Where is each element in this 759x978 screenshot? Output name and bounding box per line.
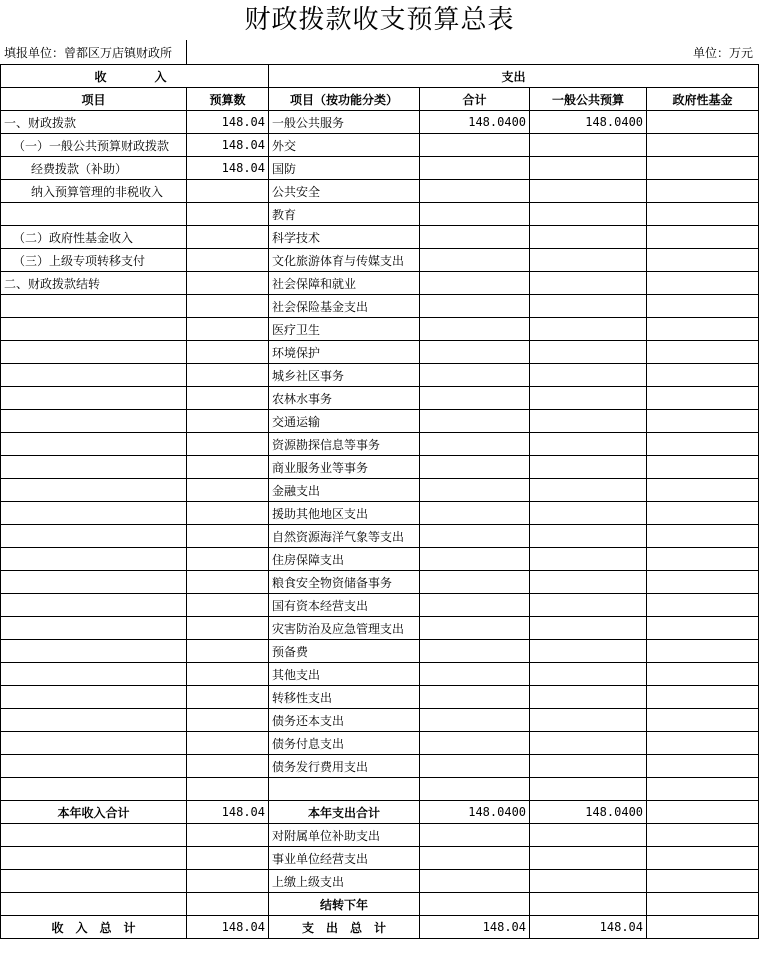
expense-total (420, 387, 530, 410)
income-value (187, 295, 269, 318)
table-row (1, 157, 759, 180)
year-income-total-value: 148.04 (187, 801, 269, 824)
table-row (1, 686, 759, 709)
table-row (1, 249, 759, 272)
expense-general (530, 203, 647, 226)
grand-expense-label: 支 出 总 计 (269, 916, 420, 939)
table-row (1, 640, 759, 663)
expense-item: 自然资源海洋气象等支出 (269, 525, 420, 548)
income-item (1, 571, 187, 594)
expense-fund (647, 410, 759, 433)
income-item (1, 893, 187, 916)
col-total: 合计 (420, 88, 530, 111)
expense-fund (647, 525, 759, 548)
expense-general (530, 778, 647, 801)
income-item: （一）一般公共预算财政拨款 (1, 134, 187, 157)
expense-item: 住房保障支出 (269, 548, 420, 571)
income-value (187, 502, 269, 525)
expense-fund (647, 778, 759, 801)
income-value (187, 617, 269, 640)
income-item: 经费拨款（补助） (1, 157, 187, 180)
table-row (1, 847, 759, 870)
table-row (1, 134, 759, 157)
expense-item: 农林水事务 (269, 387, 420, 410)
expense-total (420, 272, 530, 295)
expense-total (420, 525, 530, 548)
expense-general (530, 134, 647, 157)
income-value (187, 180, 269, 203)
expense-item: 金融支出 (269, 479, 420, 502)
table-row (1, 870, 759, 893)
income-value (187, 272, 269, 295)
table-row (1, 571, 759, 594)
expense-general (530, 640, 647, 663)
income-value (187, 663, 269, 686)
expense-total (420, 410, 530, 433)
year-total-row (1, 801, 759, 824)
expense-total (420, 594, 530, 617)
table-row (1, 778, 759, 801)
expense-general (530, 663, 647, 686)
expense-item: 资源勘探信息等事务 (269, 433, 420, 456)
income-item (1, 364, 187, 387)
expense-total (420, 893, 530, 916)
income-item (1, 433, 187, 456)
expense-general (530, 226, 647, 249)
expense-fund (647, 893, 759, 916)
expense-item: 商业服务业等事务 (269, 456, 420, 479)
income-value: 148.04 (187, 111, 269, 134)
year-expense-total-label: 本年支出合计 (269, 801, 420, 824)
expense-general (530, 686, 647, 709)
expense-total (420, 249, 530, 272)
income-value (187, 410, 269, 433)
grand-expense-fund (647, 916, 759, 939)
expense-general (530, 364, 647, 387)
income-item (1, 640, 187, 663)
income-value (187, 203, 269, 226)
budget-table (0, 64, 759, 939)
grand-income-label: 收 入 总 计 (1, 916, 187, 939)
expense-general (530, 755, 647, 778)
expense-total (420, 686, 530, 709)
expense-item: 债务付息支出 (269, 732, 420, 755)
expense-total (420, 847, 530, 870)
income-item (1, 778, 187, 801)
expense-fund (647, 502, 759, 525)
expense-item: 预备费 (269, 640, 420, 663)
income-item (1, 824, 187, 847)
expense-total (420, 548, 530, 571)
expense-total (420, 778, 530, 801)
expense-fund (647, 341, 759, 364)
expense-item: 国有资本经营支出 (269, 594, 420, 617)
income-value (187, 525, 269, 548)
expense-fund (647, 571, 759, 594)
expense-item: 社会保险基金支出 (269, 295, 420, 318)
income-item (1, 548, 187, 571)
expense-item: 外交 (269, 134, 420, 157)
expense-general (530, 295, 647, 318)
table-row (1, 755, 759, 778)
income-item (1, 456, 187, 479)
expense-total (420, 433, 530, 456)
income-value (187, 364, 269, 387)
expense-total: 148.0400 (420, 111, 530, 134)
expense-total (420, 824, 530, 847)
income-value (187, 226, 269, 249)
income-value (187, 548, 269, 571)
expense-fund (647, 709, 759, 732)
income-item (1, 525, 187, 548)
income-value (187, 341, 269, 364)
income-item (1, 755, 187, 778)
expense-general (530, 594, 647, 617)
table-row (1, 364, 759, 387)
income-value (187, 893, 269, 916)
income-value (187, 870, 269, 893)
income-value (187, 824, 269, 847)
expense-total (420, 318, 530, 341)
table-row (1, 318, 759, 341)
expense-fund (647, 272, 759, 295)
expense-fund (647, 134, 759, 157)
table-row (1, 111, 759, 134)
expense-header: 支出 (269, 65, 759, 88)
expense-fund (647, 111, 759, 134)
expense-item: 其他支出 (269, 663, 420, 686)
expense-general (530, 456, 647, 479)
table-row (1, 456, 759, 479)
expense-total (420, 640, 530, 663)
expense-fund (647, 295, 759, 318)
grand-expense-total: 148.04 (420, 916, 530, 939)
expense-item: 医疗卫生 (269, 318, 420, 341)
expense-item (269, 778, 420, 801)
budget-table-body (1, 65, 759, 939)
carry-label: 结转下年 (269, 893, 420, 916)
col-fund: 政府性基金 (647, 88, 759, 111)
expense-item: 国防 (269, 157, 420, 180)
income-value (187, 755, 269, 778)
table-row (1, 663, 759, 686)
expense-item: 对附属单位补助支出 (269, 824, 420, 847)
carry-row (1, 893, 759, 916)
income-item (1, 870, 187, 893)
table-row (1, 709, 759, 732)
income-item (1, 847, 187, 870)
year-expense-fund (647, 801, 759, 824)
expense-total (420, 755, 530, 778)
expense-fund (647, 226, 759, 249)
expense-total (420, 617, 530, 640)
table-row (1, 410, 759, 433)
table-row (1, 341, 759, 364)
expense-fund (647, 870, 759, 893)
expense-general (530, 341, 647, 364)
expense-fund (647, 640, 759, 663)
expense-fund (647, 180, 759, 203)
expense-fund (647, 364, 759, 387)
expense-general (530, 180, 647, 203)
expense-item: 社会保障和就业 (269, 272, 420, 295)
table-row (1, 824, 759, 847)
income-item (1, 203, 187, 226)
table-row (1, 226, 759, 249)
expense-total (420, 180, 530, 203)
income-item (1, 686, 187, 709)
table-row (1, 594, 759, 617)
section-header-row (1, 65, 759, 88)
col-item: 项目 (1, 88, 187, 111)
expense-total (420, 870, 530, 893)
income-value (187, 571, 269, 594)
col-budget: 预算数 (187, 88, 269, 111)
income-item (1, 502, 187, 525)
income-item: 纳入预算管理的非税收入 (1, 180, 187, 203)
table-row (1, 732, 759, 755)
expense-general (530, 433, 647, 456)
expense-fund (647, 847, 759, 870)
expense-total (420, 134, 530, 157)
income-value (187, 686, 269, 709)
col-general: 一般公共预算 (530, 88, 647, 111)
income-value (187, 778, 269, 801)
expense-total (420, 663, 530, 686)
expense-item: 一般公共服务 (269, 111, 420, 134)
income-item: 二、财政拨款结转 (1, 272, 187, 295)
year-expense-general: 148.0400 (530, 801, 647, 824)
expense-fund (647, 548, 759, 571)
expense-general (530, 387, 647, 410)
income-item (1, 732, 187, 755)
table-row (1, 433, 759, 456)
column-header-row (1, 88, 759, 111)
expense-fund (647, 663, 759, 686)
income-item (1, 295, 187, 318)
expense-fund (647, 617, 759, 640)
income-value (187, 456, 269, 479)
expense-total (420, 709, 530, 732)
income-item: 一、财政拨款 (1, 111, 187, 134)
expense-fund (647, 732, 759, 755)
income-value (187, 318, 269, 341)
table-row (1, 387, 759, 410)
expense-fund (647, 157, 759, 180)
income-item (1, 479, 187, 502)
grand-expense-general: 148.04 (530, 916, 647, 939)
page-title: 财政拨款收支预算总表 (244, 5, 515, 35)
expense-total (420, 364, 530, 387)
expense-item: 粮食安全物资储备事务 (269, 571, 420, 594)
meta-bar (0, 40, 759, 64)
table-row (1, 548, 759, 571)
expense-item: 科学技术 (269, 226, 420, 249)
expense-fund (647, 203, 759, 226)
expense-item: 文化旅游体育与传媒支出 (269, 249, 420, 272)
expense-total (420, 571, 530, 594)
expense-general (530, 847, 647, 870)
expense-general (530, 272, 647, 295)
expense-general (530, 824, 647, 847)
expense-general (530, 479, 647, 502)
expense-general (530, 893, 647, 916)
grand-total-row (1, 916, 759, 939)
meta-divider (186, 40, 187, 64)
income-value: 148.04 (187, 134, 269, 157)
income-value (187, 249, 269, 272)
year-expense-total: 148.0400 (420, 801, 530, 824)
expense-item: 上缴上级支出 (269, 870, 420, 893)
expense-fund (647, 318, 759, 341)
expense-fund (647, 479, 759, 502)
income-value (187, 594, 269, 617)
income-value (187, 640, 269, 663)
expense-total (420, 479, 530, 502)
income-value (187, 732, 269, 755)
currency-unit: 单位：万元 (692, 46, 753, 60)
expense-general (530, 502, 647, 525)
expense-item: 城乡社区事务 (269, 364, 420, 387)
income-value (187, 709, 269, 732)
income-item: （二）政府性基金收入 (1, 226, 187, 249)
expense-general (530, 410, 647, 433)
expense-total (420, 341, 530, 364)
expense-general (530, 709, 647, 732)
expense-total (420, 732, 530, 755)
income-item (1, 387, 187, 410)
expense-total (420, 295, 530, 318)
expense-fund (647, 755, 759, 778)
expense-item: 债务发行费用支出 (269, 755, 420, 778)
expense-item: 公共安全 (269, 180, 420, 203)
expense-general (530, 732, 647, 755)
income-item (1, 663, 187, 686)
income-item: （三）上级专项转移支付 (1, 249, 187, 272)
table-row (1, 617, 759, 640)
expense-total (420, 203, 530, 226)
expense-fund (647, 824, 759, 847)
year-income-total-label: 本年收入合计 (1, 801, 187, 824)
expense-fund (647, 686, 759, 709)
expense-fund (647, 456, 759, 479)
income-item (1, 318, 187, 341)
income-item (1, 709, 187, 732)
expense-general: 148.0400 (530, 111, 647, 134)
income-value (187, 433, 269, 456)
expense-general (530, 318, 647, 341)
table-row (1, 203, 759, 226)
table-row (1, 295, 759, 318)
expense-total (420, 226, 530, 249)
expense-general (530, 548, 647, 571)
expense-general (530, 157, 647, 180)
expense-total (420, 502, 530, 525)
income-value: 148.04 (187, 157, 269, 180)
expense-total (420, 157, 530, 180)
table-row (1, 502, 759, 525)
table-row (1, 525, 759, 548)
expense-item: 转移性支出 (269, 686, 420, 709)
expense-item: 灾害防治及应急管理支出 (269, 617, 420, 640)
expense-fund (647, 249, 759, 272)
expense-fund (647, 594, 759, 617)
expense-total (420, 456, 530, 479)
col-item-func: 项目（按功能分类） (269, 88, 420, 111)
expense-item: 援助其他地区支出 (269, 502, 420, 525)
income-header: 收 入 (1, 65, 269, 88)
income-item (1, 410, 187, 433)
income-item (1, 341, 187, 364)
expense-fund (647, 387, 759, 410)
expense-general (530, 571, 647, 594)
income-value (187, 479, 269, 502)
expense-item: 环境保护 (269, 341, 420, 364)
expense-item: 交通运输 (269, 410, 420, 433)
expense-fund (647, 433, 759, 456)
income-item (1, 617, 187, 640)
fill-unit: 填报单位：曾都区万店镇财政所 (4, 46, 173, 60)
expense-item: 债务还本支出 (269, 709, 420, 732)
expense-item: 教育 (269, 203, 420, 226)
expense-item: 事业单位经营支出 (269, 847, 420, 870)
table-row (1, 479, 759, 502)
expense-general (530, 525, 647, 548)
expense-general (530, 249, 647, 272)
grand-income-value: 148.04 (187, 916, 269, 939)
expense-general (530, 870, 647, 893)
income-value (187, 847, 269, 870)
expense-general (530, 617, 647, 640)
table-row (1, 272, 759, 295)
income-value (187, 387, 269, 410)
income-item (1, 594, 187, 617)
table-row (1, 180, 759, 203)
